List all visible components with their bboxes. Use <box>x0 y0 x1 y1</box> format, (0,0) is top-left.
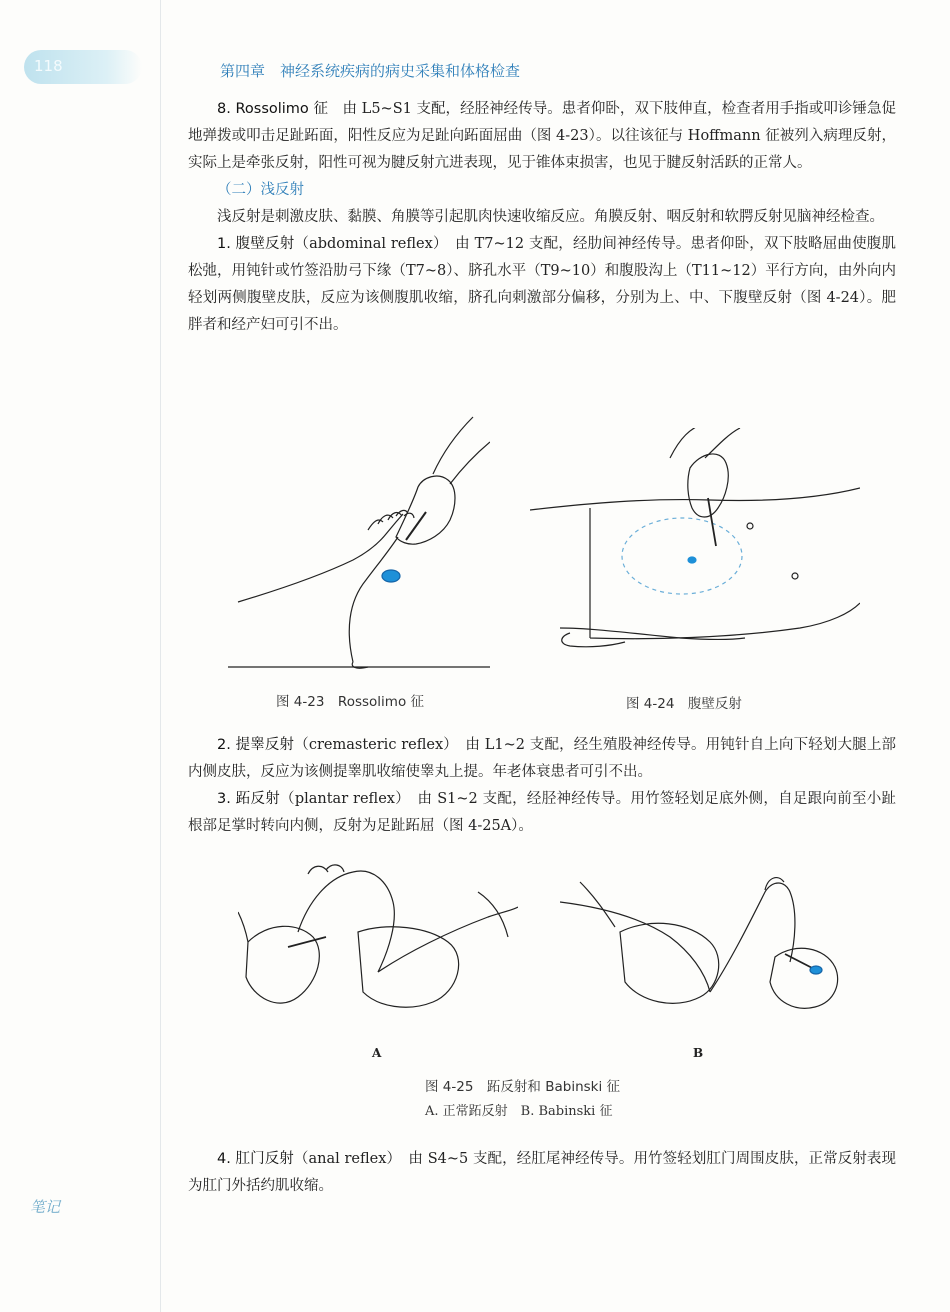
page-number-badge <box>24 50 142 84</box>
figure-4-25-label-b: B <box>693 1046 704 1060</box>
navel-landmark <box>792 573 798 579</box>
navel-marker <box>688 557 696 563</box>
chapter-title: 第四章 神经系统疾病的病史采集和体格检查 <box>220 62 521 80</box>
text-block-middle <box>188 732 896 840</box>
patient-hand <box>562 633 625 647</box>
paragraph-anal <box>188 1146 896 1200</box>
figure-4-25-caption: 图 4-25 跖反射和 Babinski 征 <box>425 1079 621 1095</box>
section-title-anal: 4. 肛门反射 <box>217 1151 294 1167</box>
cotton-swab-a <box>288 937 326 947</box>
examiner-hand <box>688 454 728 517</box>
right-hand-b <box>770 948 838 1008</box>
figure-4-25b-illustration <box>560 862 845 1032</box>
toes-a <box>308 865 344 874</box>
section-title-cremasteric: 2. 提睾反射 <box>217 737 295 753</box>
cotton-swab <box>708 498 716 546</box>
right-hand-a <box>358 927 459 1007</box>
anal-term: （anal reflex） <box>293 1151 394 1167</box>
swab-tip-highlight <box>810 966 822 974</box>
notes-label: 笔记 <box>30 1198 61 1216</box>
cremasteric-body: 由 L1~2 支配，经生殖股神经传导。用钝针自上向下轻划大腿上部内侧皮肤，反应为该侧提睾肌收缩使睾丸上提。年老体衰患者可引不出。 <box>188 737 896 780</box>
leg-outline <box>238 514 403 602</box>
ankle-a <box>378 907 518 972</box>
anal-body: 由 S4~5 支配，经肛尾神经传导。用竹签轻划肛门周围皮肤，正常反射表现为肛门外括约肌收缩。 <box>188 1151 896 1194</box>
margin-divider <box>160 0 161 1312</box>
foot-sole-a <box>298 871 394 972</box>
figure-4-25-label-a: A <box>372 1046 382 1060</box>
abdominal-term: （abdominal reflex） <box>294 236 441 252</box>
figure-4-23-illustration <box>228 412 490 674</box>
figure-4-25-subcaption: A. 正常跖反射 B. Babinski 征 <box>425 1104 613 1119</box>
abdominal-body: 由 T7~12 支配，经肋间神经传导。患者仰卧，双下肢略屈曲使腹肌松弛，用钝针或竹签沿肋弓下缘（T7~8）、脐孔水平（T9~10）和腹股沟上（T11~12）平行方向，由外向内轻划两侧腹壁皮肤，反应为该侧腹肌收缩，脐孔向刺激部分偏移，分别为上、中、下腹壁反射（图 4-24）。肥胖者和经产妇可引不出。 <box>188 236 896 333</box>
figure-4-25a-illustration <box>238 862 518 1032</box>
abdominal-stroke-lines <box>622 518 742 594</box>
toe-highlight <box>382 570 400 582</box>
figure-4-24-illustration <box>530 428 860 668</box>
sleeve-a <box>238 892 508 942</box>
plantar-body: 由 S1~2 支配，经胫神经传导。用竹签轻划足底外侧，自足跟向前至小趾根部足掌时转向内侧，反射为足趾跖屈（图 4-25A）。 <box>188 791 897 834</box>
figure-4-24-caption: 图 4-24 腹壁反射 <box>626 696 742 712</box>
patient-body <box>590 508 860 639</box>
text-block-top <box>188 96 896 339</box>
reflex-hammer <box>406 512 426 540</box>
cremasteric-term: （cremasteric reflex） <box>294 737 451 753</box>
sleeve-b <box>580 882 615 927</box>
page-number: 118 <box>34 57 63 75</box>
figure-4-23-caption: 图 4-23 Rossolimo 征 <box>276 694 424 710</box>
examiner-wrist <box>433 417 490 484</box>
text-block-bottom <box>188 1146 896 1200</box>
paragraph-plantar <box>188 786 896 840</box>
foot-sole <box>349 537 398 662</box>
examiner-sleeve <box>670 428 740 458</box>
torso-outline <box>530 488 860 510</box>
left-hand-b <box>620 923 719 1003</box>
section-title-abdominal: 1. 腹壁反射 <box>217 236 295 252</box>
plantar-term: （plantar reflex） <box>280 791 403 807</box>
intro-text: 浅反射是刺激皮肤、黏膜、角膜等引起肌肉快速收缩反应。角膜反射、咽反射和软腭反射见脑神经检查。 <box>217 209 884 225</box>
foot-sole-b <box>710 883 795 992</box>
section-title-plantar: 3. 跖反射 <box>217 791 281 807</box>
subheading-superficial-reflex <box>188 177 896 204</box>
left-hand-a <box>246 926 319 1003</box>
patient-arm <box>560 628 745 640</box>
rossolimo-body: 由 L5~S1 支配，经胫神经传导。患者仰卧，双下肢伸直，检查者用手指或叩诊锤急促地弹拨或叩击足趾跖面，阳性反应为足趾向跖面屈曲（图 4-23）。以往该征与 Hoffmann 征被列入病理反射，实际上是牵张反射，阳性可视为腱反射亢进表现，见于锥体束损害，也见于腱反射活跃的正常人。 <box>188 101 896 171</box>
paragraph-cremasteric <box>188 732 896 786</box>
section-title-rossolimo: 8. Rossolimo 征 <box>217 101 328 117</box>
leg-b <box>560 902 710 992</box>
paragraph-abdominal <box>188 231 896 339</box>
nipple-marker <box>747 523 753 529</box>
paragraph-rossolimo <box>188 96 896 177</box>
paragraph-intro <box>188 204 896 231</box>
subheading-text: （二）浅反射 <box>217 182 304 198</box>
